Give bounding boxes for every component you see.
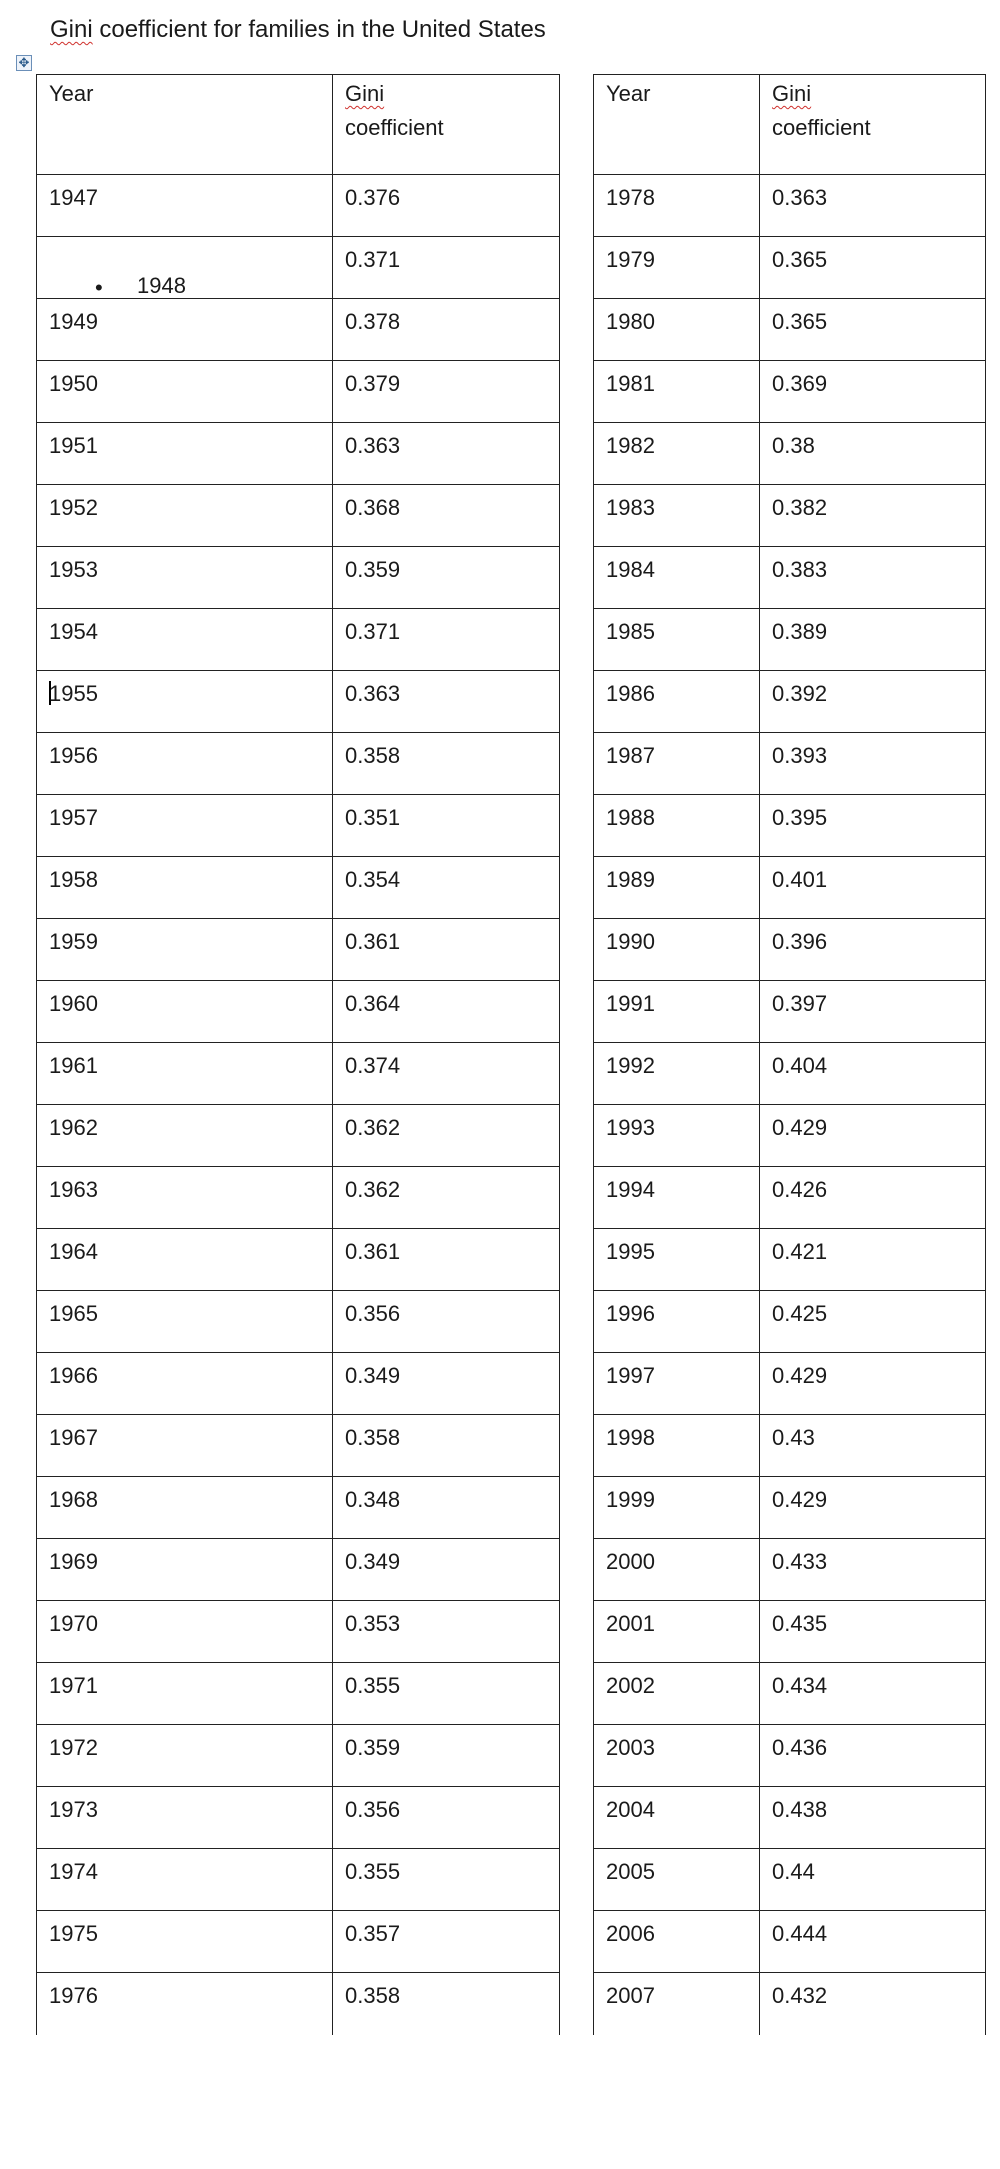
cell-gini-right: 0.365 xyxy=(760,299,986,361)
cell-gini-left: 0.371 xyxy=(333,609,560,671)
cell-year-right: 1981 xyxy=(594,361,760,423)
column-gap xyxy=(560,857,594,919)
cell-year-left: 1958 xyxy=(37,857,333,919)
cell-gini-left: 0.348 xyxy=(333,1477,560,1539)
table-row xyxy=(37,485,986,547)
cell-gini-left: 0.353 xyxy=(333,1601,560,1663)
cell-gini-right: 0.395 xyxy=(760,795,986,857)
cell-year-left-text: 1955 xyxy=(49,681,98,706)
header-year-right: Year xyxy=(594,75,760,175)
cell-year-left: 1950 xyxy=(37,361,333,423)
column-gap xyxy=(560,1043,594,1105)
cell-gini-right: 0.369 xyxy=(760,361,986,423)
header-gini-word: Gini xyxy=(345,81,385,106)
column-gap xyxy=(560,75,594,175)
cell-gini-left: 0.357 xyxy=(333,1911,560,1973)
column-gap xyxy=(560,361,594,423)
cell-gini-right: 0.436 xyxy=(760,1725,986,1787)
cell-year-right: 1995 xyxy=(594,1229,760,1291)
column-gap xyxy=(560,547,594,609)
column-gap xyxy=(560,1911,594,1973)
cell-gini-right: 0.435 xyxy=(760,1601,986,1663)
column-gap xyxy=(560,733,594,795)
cell-year-left: 1962 xyxy=(37,1105,333,1167)
cell-gini-right: 0.426 xyxy=(760,1167,986,1229)
table-row xyxy=(37,1849,986,1911)
cell-gini-left: 0.374 xyxy=(333,1043,560,1105)
column-gap xyxy=(560,609,594,671)
table-row xyxy=(37,361,986,423)
cell-year-right: 1998 xyxy=(594,1415,760,1477)
table-row xyxy=(37,1601,986,1663)
column-gap xyxy=(560,423,594,485)
cell-gini-left: 0.355 xyxy=(333,1663,560,1725)
cell-gini-left: 0.349 xyxy=(333,1539,560,1601)
table-row xyxy=(37,547,986,609)
cell-gini-left: 0.356 xyxy=(333,1291,560,1353)
cell-year-left: 1969 xyxy=(37,1539,333,1601)
column-gap xyxy=(560,175,594,237)
table-row xyxy=(37,1973,986,2035)
document-title xyxy=(50,14,546,46)
cell-gini-right: 0.396 xyxy=(760,919,986,981)
column-gap xyxy=(560,1105,594,1167)
cell-gini-right: 0.429 xyxy=(760,1353,986,1415)
cell-year-left: 1954 xyxy=(37,609,333,671)
cell-year-right: 1979 xyxy=(594,237,760,299)
cell-year-left: 1953 xyxy=(37,547,333,609)
column-gap xyxy=(560,671,594,733)
cell-gini-right: 0.363 xyxy=(760,175,986,237)
header-gini-right xyxy=(760,75,986,175)
cell-year-right: 1982 xyxy=(594,423,760,485)
cell-gini-left: 0.378 xyxy=(333,299,560,361)
table-row xyxy=(37,299,986,361)
cell-year-right: 2003 xyxy=(594,1725,760,1787)
cell-year-right: 1988 xyxy=(594,795,760,857)
cell-gini-left: 0.358 xyxy=(333,1973,560,2035)
cell-year-left: 1965 xyxy=(37,1291,333,1353)
cell-year-right: 1984 xyxy=(594,547,760,609)
cell-year-left xyxy=(37,237,333,299)
cell-year-right: 1978 xyxy=(594,175,760,237)
table-row xyxy=(37,237,986,299)
cell-year-left: 1959 xyxy=(37,919,333,981)
cell-year-left: 1957 xyxy=(37,795,333,857)
cell-year-right: 1985 xyxy=(594,609,760,671)
cell-year-right: 1989 xyxy=(594,857,760,919)
cell-gini-right: 0.393 xyxy=(760,733,986,795)
cell-gini-left: 0.361 xyxy=(333,919,560,981)
cell-year-right: 2006 xyxy=(594,1911,760,1973)
cell-year-left: 1966 xyxy=(37,1353,333,1415)
cell-year-right: 2000 xyxy=(594,1539,760,1601)
cell-year-right: 1996 xyxy=(594,1291,760,1353)
cell-gini-left: 0.362 xyxy=(333,1105,560,1167)
column-gap xyxy=(560,1601,594,1663)
cell-gini-left: 0.363 xyxy=(333,423,560,485)
header-coefficient-word: coefficient xyxy=(772,115,871,140)
column-gap xyxy=(560,1291,594,1353)
table-row xyxy=(37,1725,986,1787)
cell-year-right: 1980 xyxy=(594,299,760,361)
cell-year-left: 1963 xyxy=(37,1167,333,1229)
column-gap xyxy=(560,1787,594,1849)
cell-gini-right: 0.401 xyxy=(760,857,986,919)
table-row xyxy=(37,1477,986,1539)
cell-gini-right: 0.383 xyxy=(760,547,986,609)
cell-year-right: 1990 xyxy=(594,919,760,981)
table-row xyxy=(37,1663,986,1725)
cell-gini-left: 0.351 xyxy=(333,795,560,857)
cell-gini-left: 0.358 xyxy=(333,1415,560,1477)
cell-year-left: 1949 xyxy=(37,299,333,361)
column-gap xyxy=(560,485,594,547)
cell-gini-right: 0.421 xyxy=(760,1229,986,1291)
cell-gini-left: 0.362 xyxy=(333,1167,560,1229)
table-row xyxy=(37,671,986,733)
column-gap xyxy=(560,1973,594,2035)
table-row xyxy=(37,857,986,919)
column-gap xyxy=(560,981,594,1043)
cell-year-left: 1952 xyxy=(37,485,333,547)
column-gap xyxy=(560,1663,594,1725)
cell-year-left xyxy=(37,671,333,733)
table-row xyxy=(37,981,986,1043)
cell-gini-left: 0.358 xyxy=(333,733,560,795)
cell-gini-right: 0.389 xyxy=(760,609,986,671)
cell-year-left: 1960 xyxy=(37,981,333,1043)
column-gap xyxy=(560,1415,594,1477)
column-gap xyxy=(560,919,594,981)
table-row xyxy=(37,919,986,981)
cell-year-right: 1987 xyxy=(594,733,760,795)
table-row xyxy=(37,1105,986,1167)
cell-year-right: 1997 xyxy=(594,1353,760,1415)
cell-year-right: 1992 xyxy=(594,1043,760,1105)
gini-table xyxy=(36,74,986,2035)
cell-year-left: 1967 xyxy=(37,1415,333,1477)
table-row xyxy=(37,1229,986,1291)
cell-year-left: 1947 xyxy=(37,175,333,237)
table-row xyxy=(37,1043,986,1105)
column-gap xyxy=(560,1353,594,1415)
cell-gini-left: 0.379 xyxy=(333,361,560,423)
cell-year-left: 1956 xyxy=(37,733,333,795)
cell-year-right: 2004 xyxy=(594,1787,760,1849)
header-gini-word: Gini xyxy=(772,81,812,106)
cell-year-left: 1974 xyxy=(37,1849,333,1911)
cell-gini-right: 0.433 xyxy=(760,1539,986,1601)
cell-year-left: 1975 xyxy=(37,1911,333,1973)
table-row xyxy=(37,1291,986,1353)
column-gap xyxy=(560,795,594,857)
table-row xyxy=(37,733,986,795)
header-coefficient-word: coefficient xyxy=(345,115,444,140)
column-gap xyxy=(560,237,594,299)
cell-gini-right: 0.404 xyxy=(760,1043,986,1105)
cell-year-right: 1983 xyxy=(594,485,760,547)
cell-year-right: 1994 xyxy=(594,1167,760,1229)
column-gap xyxy=(560,299,594,361)
header-gini-left xyxy=(333,75,560,175)
cell-year-left: 1968 xyxy=(37,1477,333,1539)
table-header-row xyxy=(37,75,986,175)
cell-year-right: 1986 xyxy=(594,671,760,733)
cell-gini-left: 0.356 xyxy=(333,1787,560,1849)
cell-gini-left: 0.355 xyxy=(333,1849,560,1911)
cell-gini-right: 0.429 xyxy=(760,1105,986,1167)
cell-year-left: 1972 xyxy=(37,1725,333,1787)
column-gap xyxy=(560,1849,594,1911)
cell-gini-left: 0.371 xyxy=(333,237,560,299)
cell-year-left: 1970 xyxy=(37,1601,333,1663)
bulleted-year: 1948 xyxy=(137,273,186,298)
cell-gini-right: 0.38 xyxy=(760,423,986,485)
cell-gini-left: 0.359 xyxy=(333,1725,560,1787)
table-row xyxy=(37,1911,986,1973)
table-row xyxy=(37,175,986,237)
cell-year-left: 1951 xyxy=(37,423,333,485)
cell-gini-right: 0.365 xyxy=(760,237,986,299)
cell-gini-right: 0.425 xyxy=(760,1291,986,1353)
cell-year-left: 1971 xyxy=(37,1663,333,1725)
cell-year-left: 1961 xyxy=(37,1043,333,1105)
cell-year-right: 1993 xyxy=(594,1105,760,1167)
cell-gini-right: 0.434 xyxy=(760,1663,986,1725)
cell-year-left: 1964 xyxy=(37,1229,333,1291)
cell-year-left: 1973 xyxy=(37,1787,333,1849)
move-cross-icon[interactable]: ✥ xyxy=(16,55,32,71)
cell-gini-left: 0.349 xyxy=(333,1353,560,1415)
cell-year-right: 2002 xyxy=(594,1663,760,1725)
cell-gini-left: 0.368 xyxy=(333,485,560,547)
cell-year-right: 2001 xyxy=(594,1601,760,1663)
column-gap xyxy=(560,1167,594,1229)
cell-gini-left: 0.361 xyxy=(333,1229,560,1291)
table-row xyxy=(37,795,986,857)
cell-gini-left: 0.354 xyxy=(333,857,560,919)
cell-year-right: 1991 xyxy=(594,981,760,1043)
cell-gini-right: 0.429 xyxy=(760,1477,986,1539)
table-row xyxy=(37,1539,986,1601)
cell-gini-right: 0.43 xyxy=(760,1415,986,1477)
header-year-left: Year xyxy=(37,75,333,175)
cell-gini-left: 0.376 xyxy=(333,175,560,237)
cell-gini-right: 0.392 xyxy=(760,671,986,733)
table-row xyxy=(37,609,986,671)
cell-year-right: 2007 xyxy=(594,1973,760,2035)
column-gap xyxy=(560,1539,594,1601)
bullet-icon: • xyxy=(95,275,103,300)
cell-gini-right: 0.444 xyxy=(760,1911,986,1973)
title-rest: coefficient for families in the United States xyxy=(92,16,546,43)
table-row xyxy=(37,1415,986,1477)
cell-year-right: 2005 xyxy=(594,1849,760,1911)
cell-year-left: 1976 xyxy=(37,1973,333,2035)
cell-gini-right: 0.44 xyxy=(760,1849,986,1911)
table-row xyxy=(37,1353,986,1415)
cell-year-right: 1999 xyxy=(594,1477,760,1539)
column-gap xyxy=(560,1725,594,1787)
cell-gini-left: 0.364 xyxy=(333,981,560,1043)
title-word-gini: Gini xyxy=(50,16,93,43)
cell-gini-left: 0.359 xyxy=(333,547,560,609)
cell-gini-right: 0.432 xyxy=(760,1973,986,2035)
cell-gini-right: 0.438 xyxy=(760,1787,986,1849)
cell-gini-right: 0.397 xyxy=(760,981,986,1043)
column-gap xyxy=(560,1477,594,1539)
table-row xyxy=(37,1167,986,1229)
table-row xyxy=(37,1787,986,1849)
cell-gini-right: 0.382 xyxy=(760,485,986,547)
cell-gini-left: 0.363 xyxy=(333,671,560,733)
table-row xyxy=(37,423,986,485)
column-gap xyxy=(560,1229,594,1291)
